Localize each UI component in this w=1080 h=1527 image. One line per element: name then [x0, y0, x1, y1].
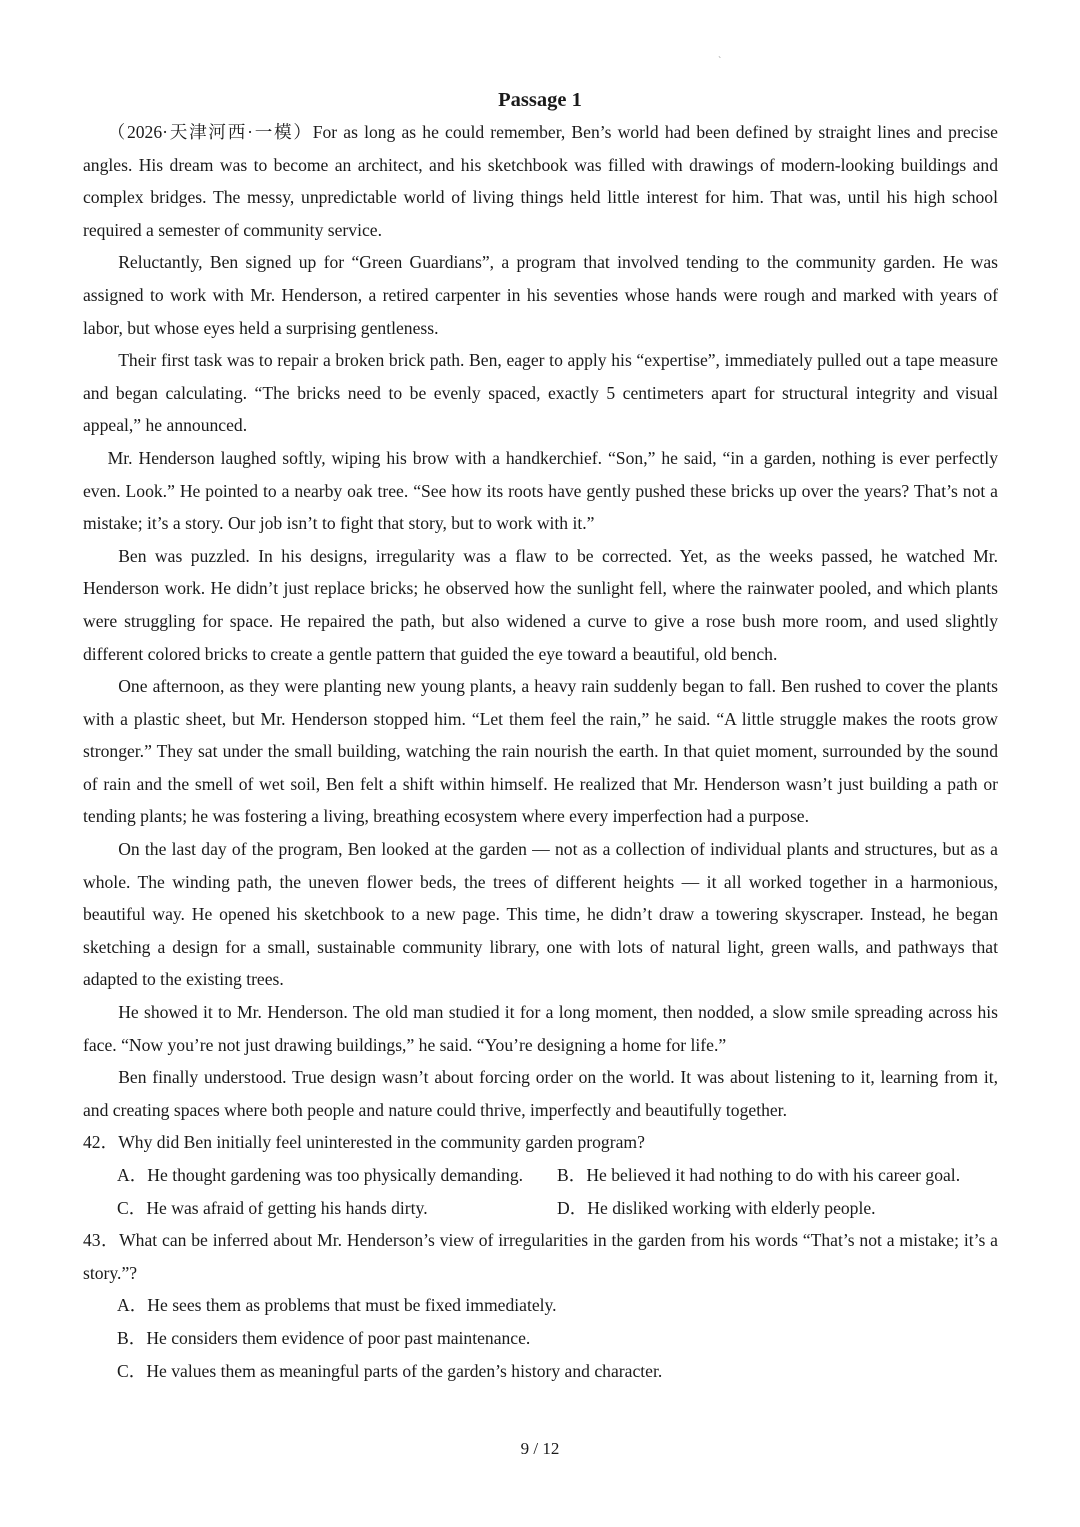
paragraph: One afternoon, as they were planting new young plants, a heavy rain suddenly began to fall. Ben rushed to cover the plants with a plastic sheet, but Mr. Henderson stopped him. “Let them feel the rain,” he said. “A little struggle makes the roots grow stronger.” They sat under the small building, watching the rain nourish the earth. In that quiet moment, surrounded by the sound of rain and the smell of wet soil, Ben felt a shift within himself. He realized that Mr. Henderson wasn’t just building a path or tending plants; he was fostering a living, breathing ecosystem where every imperfection had a purpose.: [83, 676, 998, 827]
paragraph: Ben was puzzled. In his designs, irregularity was a flaw to be corrected. Yet, as the weeks passed, he watched Mr. Henderson work. He didn’t just replace bricks; he observed how the sunlight fell, where the rainwater pooled, and which plants were struggling for space. He repaired the path, but also widened a curve to give a rose bush more room, and used slightly different colored bricks to create a gentle pattern that guided the eye toward a beautiful, old bench.: [83, 545, 998, 664]
paragraph: On the last day of the program, Ben looked at the garden — not as a collection of individual plants and structures, but as a whole. The winding path, the uneven flower beds, the trees of different heights — it all worked together in a harmonious, beautiful way. He opened his sketchbook to a new page. This time, he didn’t draw a towering skyscraper. Instead, he began sketching a design for a small, sustainable community library, one with lots of natural light, green walls, and pathways that adapted to the existing trees.: [83, 839, 998, 990]
paragraph: He showed it to Mr. Henderson. The old man studied it for a long moment, then nodded, a slow smile spreading across his face. “Now you’re not just drawing buildings,” he said. “You’re designing a home for life.”: [83, 1002, 998, 1055]
option-row: [83, 1159, 998, 1192]
option-c: C．He was afraid of getting his hands dirty.: [117, 1197, 428, 1218]
paragraph: Their first task was to repair a broken brick path. Ben, eager to apply his “expertise”, immediately pulled out a tape measure and began calculating. “The bricks need to be evenly spaced, exactly 5 centimeters apart for structural integrity and visual appeal,” he announced.: [83, 350, 998, 436]
option-a: A．He sees them as problems that must be fixed immediately.: [117, 1295, 557, 1316]
paragraph: Mr. Henderson laughed softly, wiping his brow with a handkerchief. “Son,” he said, “in a garden, nothing is ever perfectly even. Look.” He pointed to a nearby oak tree. “See how its roots have gently pushed these bricks up over the years? That’s not a mistake; it’s a story. Our job isn’t to fight that story, but to work with it.”: [83, 447, 998, 534]
page-mark: `: [718, 56, 722, 67]
option-d: D．He disliked working with elderly people.: [557, 1197, 876, 1218]
option-b: B．He considers them evidence of poor past maintenance.: [117, 1327, 531, 1348]
option-a: A．He thought gardening was too physically demanding.: [117, 1165, 524, 1185]
paragraph: Reluctantly, Ben signed up for “Green Guardians”, a program that involved tending to the community garden. He was assigned to work with Mr. Henderson, a retired carpenter in his seventies whose hands were rough and marked with years of labor, but whose eyes held a surprising gentleness.: [83, 252, 998, 338]
question-42: [83, 1126, 998, 1224]
question-stem: 42．Why did Ben initially feel uninterested in the community garden program?: [83, 1132, 645, 1153]
paragraph: Ben finally understood. True design wasn’t about forcing order on the world. It was about listening to it, learning from it, and creating spaces where both people and nature could thrive, imperfectly and beautifully together.: [83, 1067, 998, 1120]
paragraph: （2026·天津河西·一模）For as long as he could remember, Ben’s world had been defined by straight lines and precise angles. His dream was to become an architect, and his sketchbook was filled with drawings of modern-looking buildings and complex bridges. The messy, unpredictable world of living things held little interest for him. That was, until his high school required a semester of community service.: [83, 122, 998, 240]
passage-body: [83, 116, 998, 1387]
page-number: 9 / 12: [520, 1439, 560, 1458]
option-row: [83, 1192, 998, 1225]
question-stem: 43．What can be inferred about Mr. Henderson’s view of irregularities in the garden from his words “That’s not a mistake; it’s a story.”?: [83, 1230, 998, 1283]
option-b: B．He believed it had nothing to do with his career goal.: [557, 1165, 961, 1185]
passage-title: Passage 1: [498, 89, 582, 111]
question-43: [83, 1224, 998, 1387]
option-c: C．He values them as meaningful parts of the garden’s history and character.: [117, 1360, 663, 1381]
